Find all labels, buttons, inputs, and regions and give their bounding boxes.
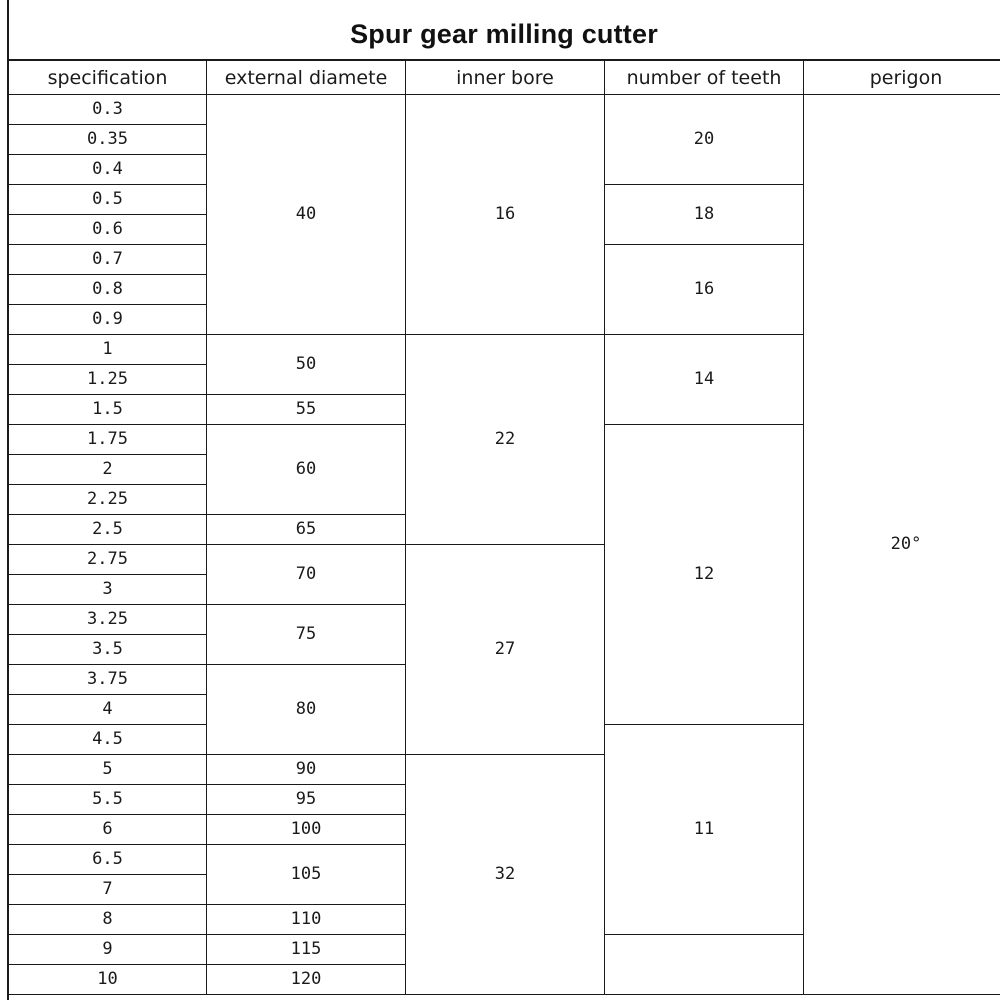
external-diameter-cell: 75 [207, 605, 406, 665]
spec-cell: 2.5 [9, 515, 207, 545]
external-diameter-cell: 115 [207, 935, 406, 965]
teeth-cell: 12 [605, 425, 804, 725]
spec-cell: 6.5 [9, 845, 207, 875]
spec-cell: 9 [9, 935, 207, 965]
inner-bore-cell: 27 [406, 545, 605, 755]
external-diameter-cell: 50 [207, 335, 406, 395]
spec-cell: 1 [9, 335, 207, 365]
spec-cell: 2 [9, 455, 207, 485]
spec-cell: 4 [9, 695, 207, 725]
perigon-cell: 20° [804, 95, 1000, 995]
spec-cell: 3 [9, 575, 207, 605]
header-external-diameter: external diamete [207, 61, 406, 95]
inner-bore-cell: 22 [406, 335, 605, 545]
external-diameter-cell: 105 [207, 845, 406, 905]
external-diameter-cell: 120 [207, 965, 406, 995]
teeth-cell: 16 [605, 245, 804, 335]
table-row [9, 95, 1000, 125]
spec-cell: 0.6 [9, 215, 207, 245]
header-perigon: perigon [804, 61, 1000, 95]
spec-cell: 2.25 [9, 485, 207, 515]
spec-cell: 1.75 [9, 425, 207, 455]
external-diameter-cell: 40 [207, 95, 406, 335]
external-diameter-cell: 80 [207, 665, 406, 755]
external-diameter-cell: 95 [207, 785, 406, 815]
external-diameter-cell: 55 [207, 395, 406, 425]
spec-cell: 7 [9, 875, 207, 905]
external-diameter-cell: 90 [207, 755, 406, 785]
spec-cell: 2.75 [9, 545, 207, 575]
spec-cell: 0.3 [9, 95, 207, 125]
spec-cell: 0.4 [9, 155, 207, 185]
inner-bore-cell: 16 [406, 95, 605, 335]
teeth-cell: 18 [605, 185, 804, 245]
teeth-cell: 14 [605, 335, 804, 425]
spec-cell: 0.8 [9, 275, 207, 305]
spec-cell: 0.7 [9, 245, 207, 275]
inner-bore-cell: 32 [406, 755, 605, 995]
spec-cell: 3.5 [9, 635, 207, 665]
spec-cell: 1.25 [9, 365, 207, 395]
spec-cell: 8 [9, 905, 207, 935]
spec-cell: 1.5 [9, 395, 207, 425]
spec-cell: 10 [9, 965, 207, 995]
spec-cell: 5 [9, 755, 207, 785]
header-inner-bore: inner bore [406, 61, 605, 95]
spec-cell: 3.25 [9, 605, 207, 635]
header-number-of-teeth: number of teeth [605, 61, 804, 95]
external-diameter-cell: 70 [207, 545, 406, 605]
spec-cell: 0.35 [9, 125, 207, 155]
external-diameter-cell: 110 [207, 905, 406, 935]
spec-cell: 6 [9, 815, 207, 845]
header-specification: specification [9, 61, 207, 95]
teeth-cell-empty [605, 935, 804, 995]
teeth-cell: 20 [605, 95, 804, 185]
external-diameter-cell: 100 [207, 815, 406, 845]
external-diameter-cell: 65 [207, 515, 406, 545]
external-diameter-cell: 60 [207, 425, 406, 515]
spec-cell: 5.5 [9, 785, 207, 815]
spec-cell: 3.75 [9, 665, 207, 695]
spec-cell: 0.9 [9, 305, 207, 335]
header-row [9, 61, 1000, 95]
spec-cell: 0.5 [9, 185, 207, 215]
teeth-cell: 11 [605, 725, 804, 935]
table-title: Spur gear milling cutter [350, 18, 658, 49]
spec-cell: 4.5 [9, 725, 207, 755]
cutter-spec-table [8, 60, 1000, 995]
